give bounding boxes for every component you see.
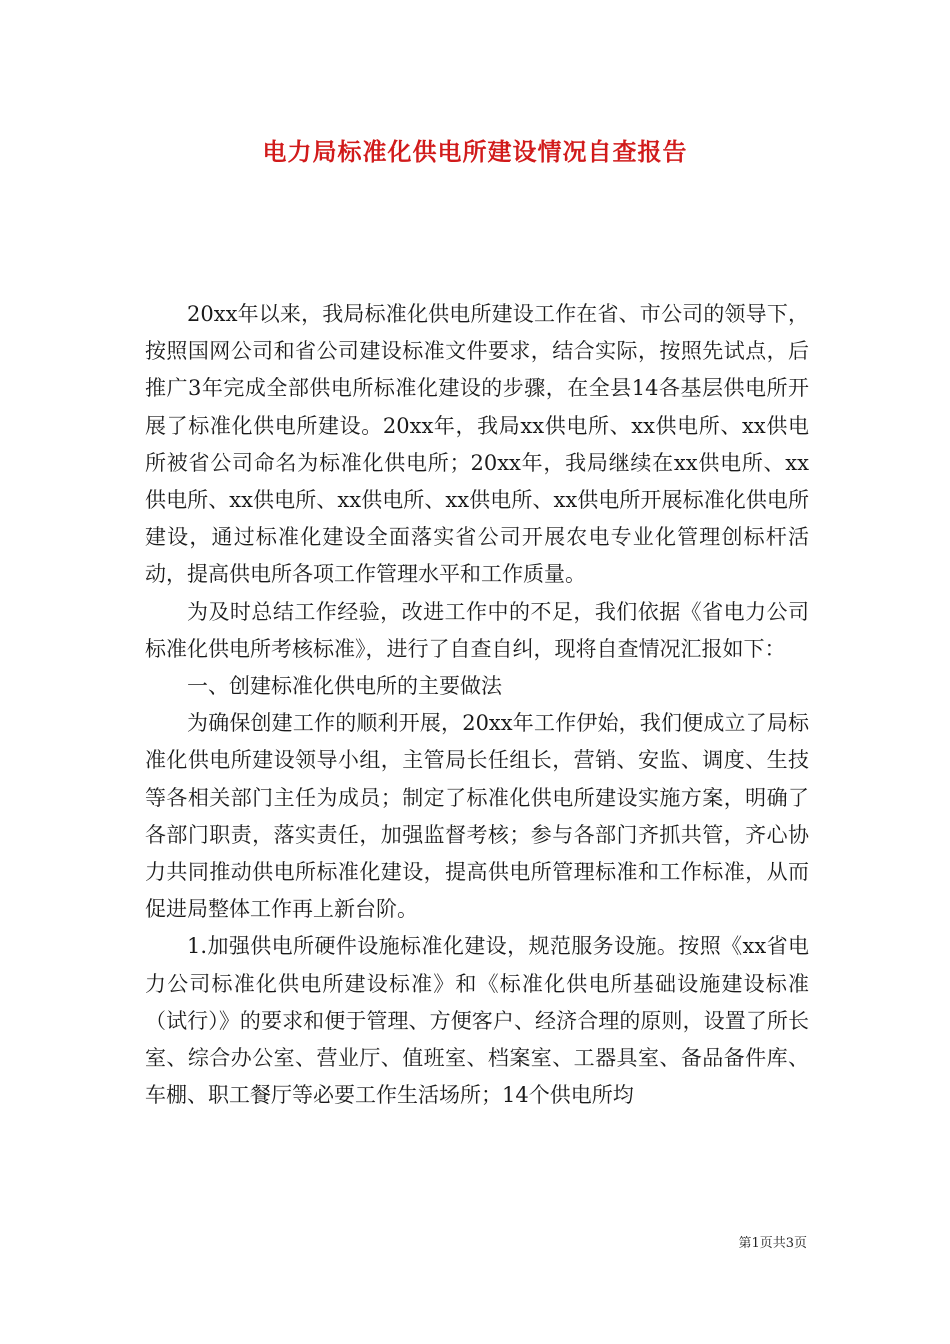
section-heading-1: 一、创建标准化供电所的主要做法 — [187, 674, 502, 699]
paragraph-hardware: 1.加强供电所硬件设施标准化建设，规范服务设施。按照《xx省电力公司标准化供电所建设标准》和《标准化供电所基础设施建设标准（试行）》的要求和便于管理、方便客户、经济合理的原则，设置了所长室、综合办公室、营业厅、值班室、档案室、工器具室、备品备件库、车棚、职工餐厅等必要工作生活场所；14个供电所均 — [145, 934, 809, 1108]
page-number: 第1页共3页 — [738, 1236, 807, 1251]
paragraph-purpose: 为及时总结工作经验，改进工作中的不足，我们依据《省电力公司标准化供电所考核标准》，进行了自查自纠，现将自查情况汇报如下： — [145, 599, 809, 661]
document-title: 电力局标准化供电所建设情况自查报告 — [262, 137, 688, 166]
paragraph-intro: 20xx年以来，我局标准化供电所建设工作在省、市公司的领导下，按照国网公司和省公司建设标准文件要求，结合实际，按照先试点，后推广3年完成全部供电所标准化建设的步骤，在全县14各基层供电所开展了标准化供电所建设。20xx年，我局xx供电所、xx供电所、xx供电所被省公司命名为标准化供电所；20xx年，我局继续在xx供电所、xx供电所、xx供电所、xx供电所、xx供电所、xx供电所开展标准化供电所建设，通过标准化建设全面落实省公司开展农电专业化管理创标杆活动，提高供电所各项工作管理水平和工作质量。 — [145, 302, 809, 587]
paragraph-organization: 为确保创建工作的顺利开展，20xx年工作伊始，我们便成立了局标准化供电所建设领导小组，主管局长任组长，营销、安监、调度、生技等各相关部门主任为成员；制定了标准化供电所建设实施方案，明确了各部门职责，落实责任，加强监督考核；参与各部门齐抓共管，齐心协力共同推动供电所标准化建设，提高供电所管理标准和工作标准，从而促进局整体工作再上新台阶。 — [145, 711, 809, 922]
document-body — [145, 296, 809, 1114]
